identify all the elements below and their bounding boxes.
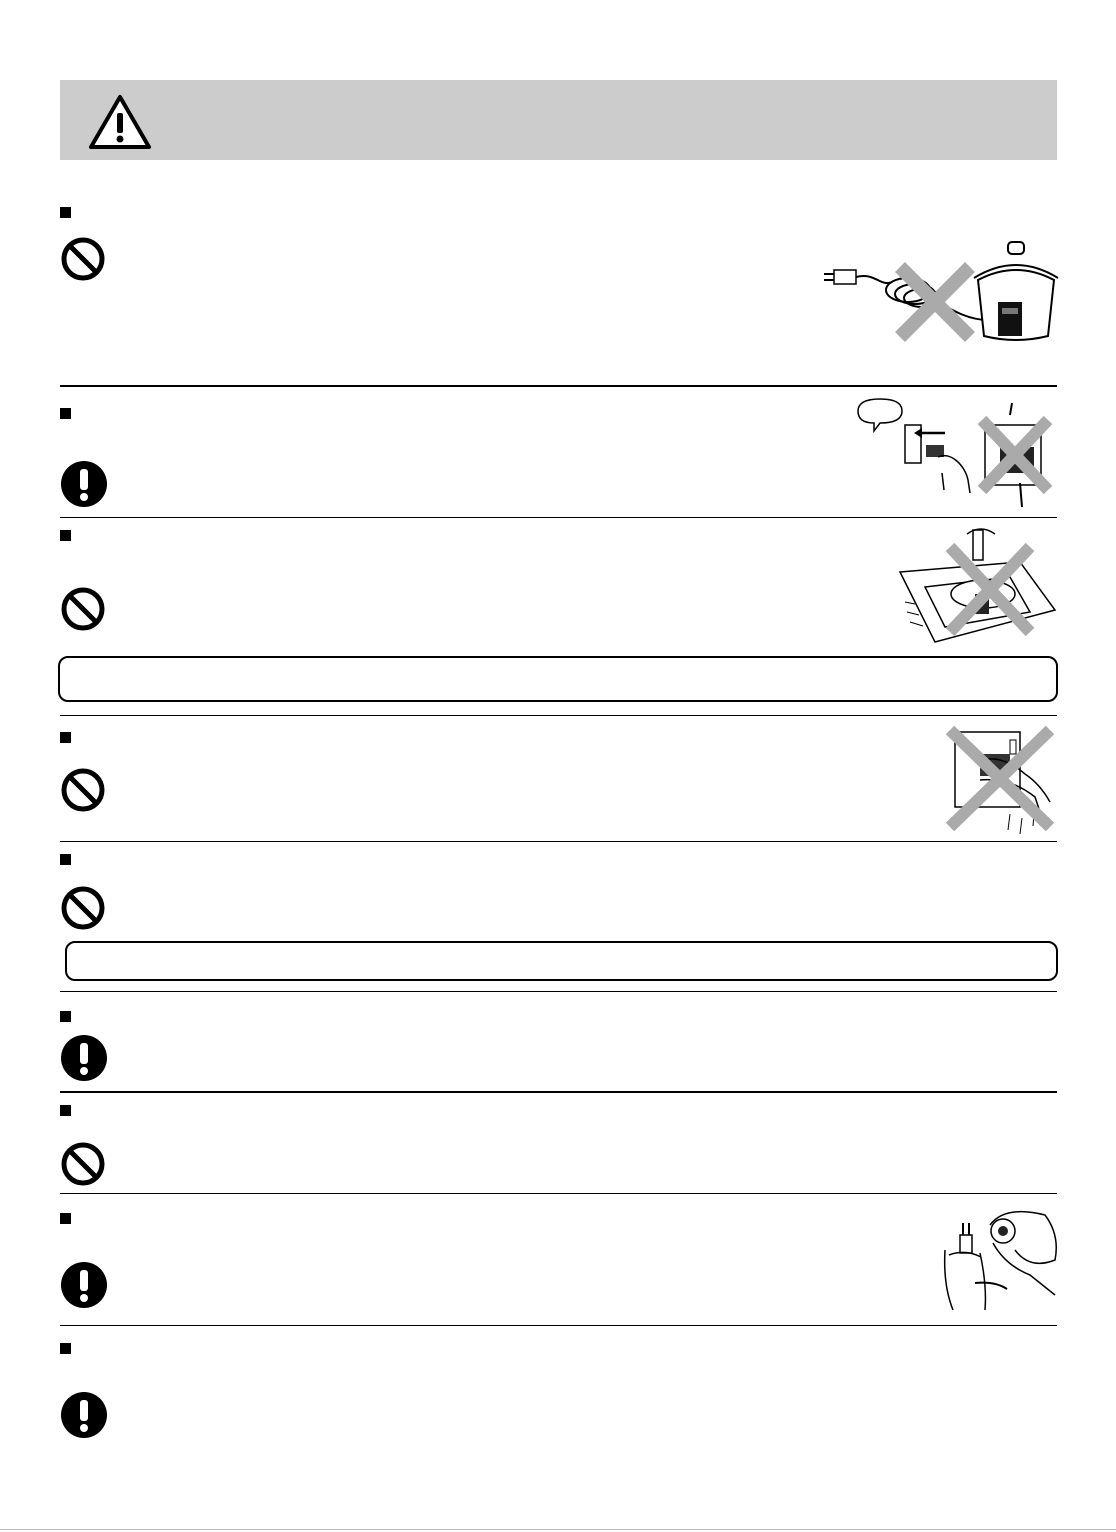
rice-cooker-cord-illustration (820, 232, 1060, 347)
section-divider (60, 841, 1057, 842)
mandatory-icon (60, 460, 108, 508)
warning-triangle-icon (88, 94, 152, 150)
section-bullet (60, 732, 71, 743)
section-bullet (60, 530, 71, 541)
section-bullet (60, 1343, 71, 1354)
prohibited-icon (60, 586, 106, 632)
section-bullet (60, 408, 71, 419)
section-bullet (60, 207, 71, 218)
sink-washing-illustration (895, 522, 1060, 652)
section-bullet (60, 854, 71, 865)
note-text (60, 658, 1056, 678)
section-bullet (60, 1011, 71, 1022)
mandatory-icon (60, 1034, 108, 1082)
note-box (65, 941, 1058, 981)
mandatory-icon (60, 1391, 108, 1439)
section-divider (60, 1325, 1057, 1326)
section-divider (60, 385, 1057, 387)
section-bullet (60, 1105, 71, 1116)
note-text (67, 943, 1056, 959)
section-divider (60, 1193, 1057, 1194)
page-edge-line (0, 1529, 1116, 1530)
section-bullet (60, 1213, 71, 1224)
prohibited-icon (60, 1141, 106, 1187)
unplug-illustration (850, 395, 1060, 510)
prohibited-icon (60, 885, 106, 931)
prohibited-icon (60, 236, 106, 282)
section-divider (60, 1091, 1057, 1093)
warning-banner (60, 80, 1057, 160)
wet-hands-illustration (940, 722, 1060, 837)
prohibited-icon (60, 767, 106, 813)
section-divider (60, 517, 1057, 518)
mandatory-icon (60, 1261, 108, 1309)
section-divider (60, 991, 1057, 992)
section-divider (60, 715, 1057, 716)
note-box (58, 656, 1058, 702)
wipe-plug-illustration (935, 1205, 1060, 1315)
